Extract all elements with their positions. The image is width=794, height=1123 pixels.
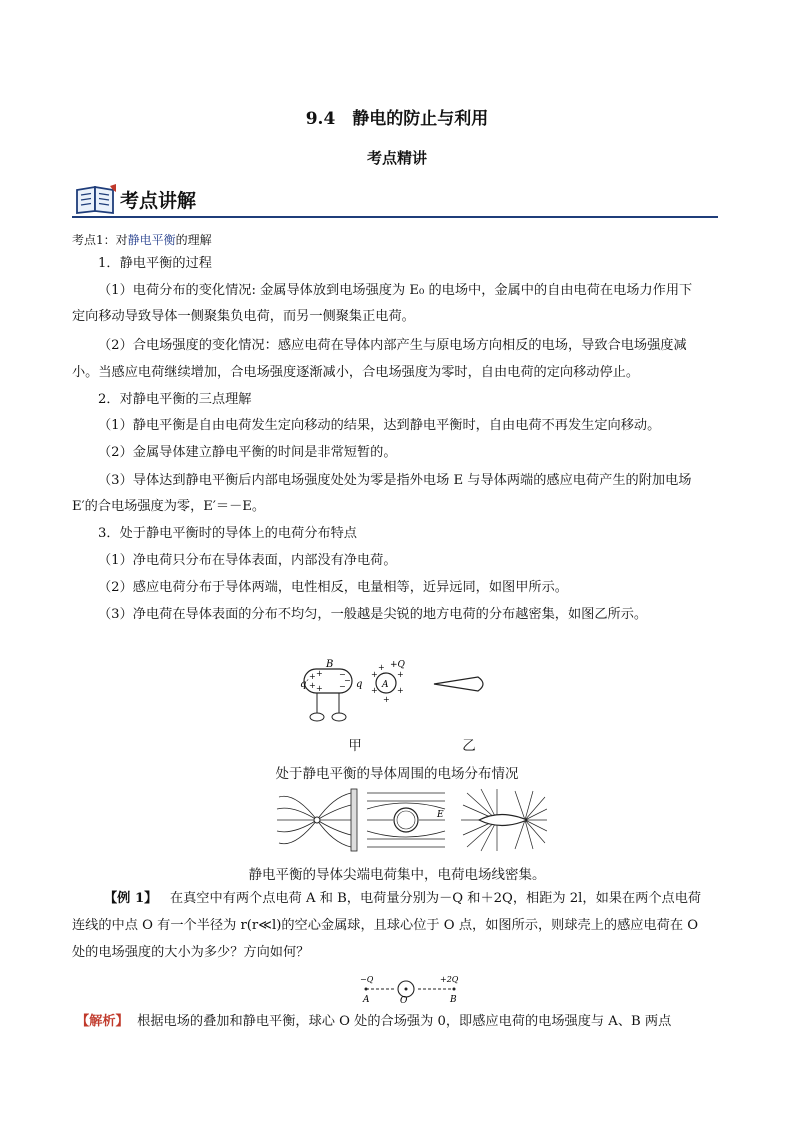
figure-label-yi: 乙 bbox=[462, 738, 476, 754]
svg-text:+: + bbox=[316, 684, 323, 693]
svg-text:+: + bbox=[371, 670, 378, 679]
heading-three-points: 2．对静电平衡的三点理解 bbox=[98, 392, 252, 407]
figure1-caption: 处于静电平衡的导体周围的电场分布情况 bbox=[275, 766, 519, 782]
svg-text:+: + bbox=[397, 686, 404, 695]
page-title: 9.4 静电的防止与利用 bbox=[305, 109, 489, 129]
label-o: O bbox=[400, 996, 408, 1004]
svg-text:+: + bbox=[309, 672, 316, 681]
label-b: B bbox=[326, 659, 334, 670]
open-book-icon bbox=[74, 183, 118, 215]
example-line-2: 连线的中点 O 有一个半径为 r(r≪l)的空心金属球，且球心位于 O 点，如图所示，则球壳上的感应电荷在 O bbox=[72, 918, 699, 933]
analysis-tag: 【解析】 bbox=[76, 1014, 129, 1029]
label-pos-2q: +2Q bbox=[440, 975, 459, 984]
section-banner-title: 考点讲解 bbox=[120, 190, 197, 212]
paragraph-line: （3）净电荷在导体表面的分布不均匀，一般越是尖锐的地方电荷的分布越密集，如图乙所示。 bbox=[98, 607, 648, 622]
figure-induced-charges bbox=[282, 655, 498, 727]
example-line-1: 【例 1】 在真空中有两个点电荷 A 和 B，电荷量分别为－Q 和＋2Q，相距为 2l，如果在两个点电荷 bbox=[104, 891, 702, 906]
label-neg-q: −Q bbox=[360, 975, 374, 984]
figure-field-lines bbox=[275, 787, 547, 853]
paragraph-line: 定向移动导致导体一侧聚集负电荷，而另一侧聚集正电荷。 bbox=[72, 309, 415, 324]
paragraph-line: （1）净电荷只分布在导体表面，内部没有净电荷。 bbox=[98, 553, 397, 568]
svg-text:+: + bbox=[309, 681, 316, 690]
heading-distribution: 3．处于静电平衡时的导体上的电荷分布特点 bbox=[98, 526, 357, 541]
paragraph-line: （2）合电场强度的变化情况：感应电荷在导体内部产生与原电场方向相反的电场，导致合电场强度减 bbox=[98, 338, 687, 353]
figure-charges-aob bbox=[360, 972, 464, 1004]
label-q-prime: q′ bbox=[300, 679, 309, 690]
point-heading: 考点1：对静电平衡的理解 bbox=[72, 233, 212, 247]
analysis-line: 【解析】 根据电场的叠加和静电平衡，球心 O 处的合场强为 0，即感应电荷的电场强度与 A、B 两点 bbox=[76, 1014, 672, 1029]
paragraph-line: （1）静电平衡是自由电荷发生定向移动的结果，达到静电平衡时，自由电荷不再发生定向移动。 bbox=[98, 418, 661, 433]
heading-process: 1．静电平衡的过程 bbox=[98, 256, 212, 271]
banner-divider bbox=[72, 216, 718, 218]
svg-text:+: + bbox=[383, 695, 390, 704]
label-a3: A bbox=[363, 995, 370, 1004]
example-line-3: 处的电场强度的大小为多少？方向如何？ bbox=[72, 945, 310, 960]
label-plus-q: +Q bbox=[390, 660, 405, 670]
paragraph-line: （1）电荷分布的变化情况: 金属导体放到电场强度为 E₀ 的电场中，金属中的自由电荷在电场力作用下 bbox=[98, 283, 693, 298]
svg-text:−: − bbox=[344, 676, 351, 685]
paragraph-line: （2）金属导体建立静电平衡的时间是非常短暂的。 bbox=[98, 445, 397, 460]
svg-text:−: − bbox=[339, 670, 346, 679]
figure2-caption: 静电平衡的导体尖端电荷集中，电荷电场线密集。 bbox=[248, 867, 546, 883]
paragraph-line: （3）导体达到静电平衡后内部电场强度处处为零是指外电场 E 与导体两端的感应电荷产生的附加电场 bbox=[98, 473, 692, 488]
label-e: E bbox=[437, 810, 444, 820]
label-a: A bbox=[382, 680, 389, 690]
svg-text:+: + bbox=[397, 670, 404, 679]
paragraph-line: 小。当感应电荷继续增加，合电场强度逐渐减小，合电场强度为零时，自由电荷的定向移动停止。 bbox=[72, 365, 640, 380]
svg-text:+: + bbox=[316, 669, 323, 678]
point-heading-link[interactable]: 静电平衡 bbox=[127, 233, 176, 247]
figure-label-jia: 甲 bbox=[348, 738, 362, 754]
example-tag: 【例 1】 bbox=[104, 891, 158, 906]
svg-text:+: + bbox=[378, 663, 385, 672]
svg-text:−: − bbox=[339, 682, 346, 691]
label-q: q bbox=[356, 679, 363, 690]
page-subtitle: 考点精讲 bbox=[366, 149, 427, 167]
paragraph-line: （2）感应电荷分布于导体两端，电性相反，电量相等，近异远同，如图甲所示。 bbox=[98, 580, 568, 595]
svg-text:+: + bbox=[371, 686, 378, 695]
paragraph-line: E′的合电场强度为零，E′＝－E。 bbox=[72, 499, 266, 514]
label-b3: B bbox=[450, 995, 457, 1004]
